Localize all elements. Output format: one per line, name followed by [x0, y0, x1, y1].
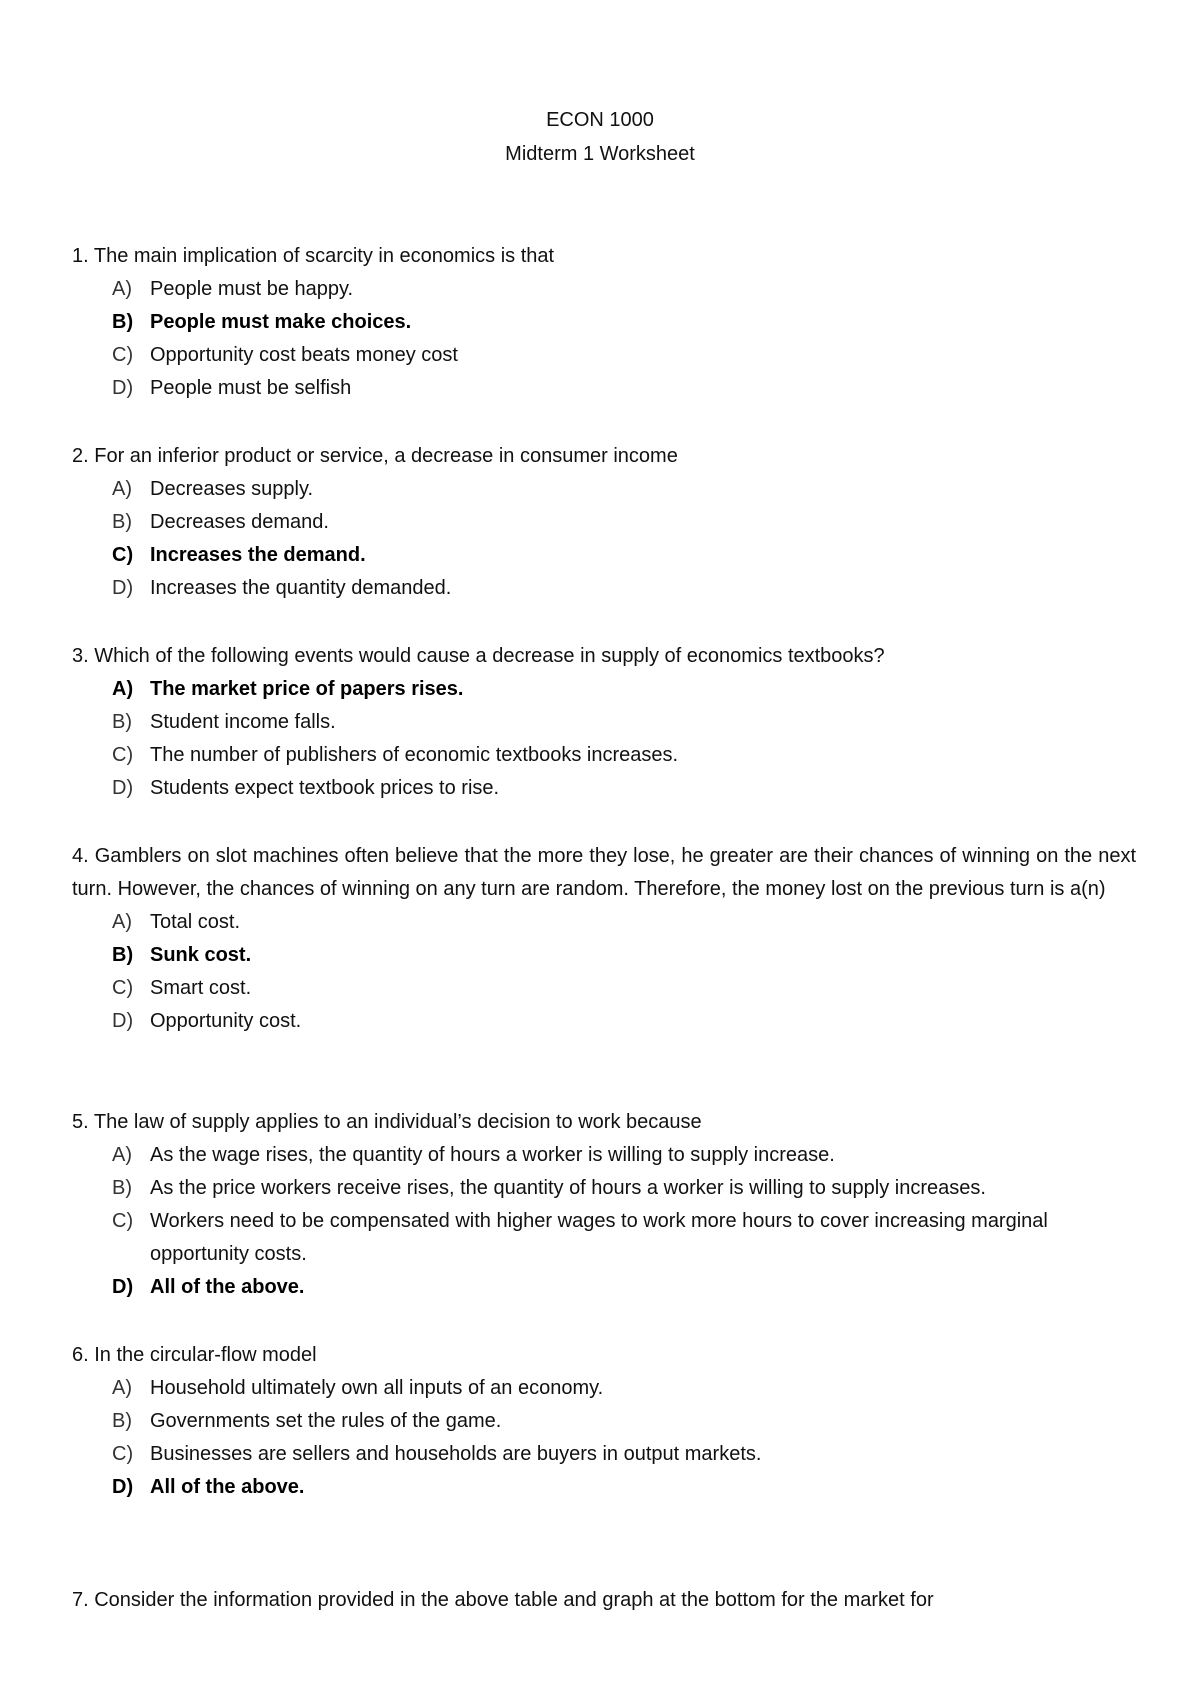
course-code: ECON 1000 [546, 109, 654, 131]
option-text: Student income falls. [150, 711, 336, 733]
question-5 [72, 1106, 1136, 1304]
option-c [72, 739, 1136, 772]
option-letter: D) [112, 1010, 134, 1032]
option-letter: C) [112, 1210, 134, 1232]
option-d [72, 572, 1136, 605]
option-text: Workers need to be compensated with higher wages to work more hours to cover increasing marginal opportunity costs. [150, 1210, 1048, 1265]
question-stem: 2. For an inferior product or service, a decrease in consumer income [72, 445, 678, 467]
option-letter: D) [112, 1476, 134, 1498]
option-d [72, 372, 1136, 405]
question-7 [72, 1584, 1136, 1617]
option-letter: B) [112, 944, 134, 966]
option-letter: B) [112, 1410, 132, 1432]
option-a [72, 473, 1136, 506]
option-c [72, 1438, 1136, 1471]
option-b [72, 1405, 1136, 1438]
option-a-correct [72, 673, 1136, 706]
option-letter: A) [112, 1377, 132, 1399]
option-text: The market price of papers rises. [150, 678, 464, 700]
option-letter: C) [112, 544, 134, 566]
option-text: Opportunity cost beats money cost [150, 344, 458, 366]
option-letter: A) [112, 678, 134, 700]
option-letter: C) [112, 344, 134, 366]
option-b [72, 1172, 1136, 1205]
option-b-correct [72, 939, 1136, 972]
option-d [72, 772, 1136, 805]
option-d [72, 1005, 1136, 1038]
option-letter: B) [112, 1177, 132, 1199]
option-text: Opportunity cost. [150, 1010, 302, 1032]
answer-options [72, 673, 1136, 805]
question-6 [72, 1339, 1136, 1504]
worksheet-title: Midterm 1 Worksheet [505, 143, 695, 165]
answer-options [72, 273, 1136, 405]
option-text: All of the above. [150, 1476, 305, 1498]
option-text: People must be selfish [150, 377, 352, 399]
option-text: People must be happy. [150, 278, 354, 300]
option-text: Decreases demand. [150, 511, 329, 533]
option-b [72, 706, 1136, 739]
question-1 [72, 240, 1136, 405]
option-a [72, 1139, 1136, 1172]
document-header [0, 103, 1200, 171]
option-letter: B) [112, 511, 132, 533]
option-text: Governments set the rules of the game. [150, 1410, 502, 1432]
option-c [72, 972, 1136, 1005]
option-letter: D) [112, 1276, 134, 1298]
option-letter: D) [112, 577, 134, 599]
option-text: Students expect textbook prices to rise. [150, 777, 500, 799]
option-text: As the price workers receive rises, the quantity of hours a worker is willing to supply increases. [150, 1177, 986, 1199]
option-text: Sunk cost. [150, 944, 252, 966]
option-letter: A) [112, 911, 132, 933]
option-a [72, 906, 1136, 939]
option-a [72, 273, 1136, 306]
option-d-correct [72, 1471, 1136, 1504]
question-4 [72, 840, 1136, 1038]
option-a [72, 1372, 1136, 1405]
option-text: Increases the quantity demanded. [150, 577, 452, 599]
question-stem: 5. The law of supply applies to an individual’s decision to work because [72, 1111, 702, 1133]
question-stem: 1. The main implication of scarcity in economics is that [72, 245, 555, 267]
option-letter: C) [112, 744, 134, 766]
option-letter: C) [112, 1443, 134, 1465]
option-text: Household ultimately own all inputs of an economy. [150, 1377, 604, 1399]
option-letter: B) [112, 711, 132, 733]
option-text: Increases the demand. [150, 544, 366, 566]
question-stem: 4. Gamblers on slot machines often believe that the more they lose, he greater are their chances of winning on the next turn. However, the chances of winning on any turn are random. Therefore, the money lost on the previous turn is a(n) [72, 845, 1136, 900]
option-c [72, 339, 1136, 372]
option-letter: D) [112, 777, 134, 799]
option-text: All of the above. [150, 1276, 305, 1298]
option-c [72, 1205, 1136, 1271]
question-3 [72, 640, 1136, 805]
option-b-correct [72, 306, 1136, 339]
option-letter: B) [112, 311, 134, 333]
answer-options [72, 906, 1136, 1038]
answer-options [72, 1372, 1136, 1504]
question-2 [72, 440, 1136, 605]
question-stem: 6. In the circular-flow model [72, 1344, 317, 1366]
question-stem: 7. Consider the information provided in the above table and graph at the bottom for the market for [72, 1589, 934, 1611]
option-text: The number of publishers of economic textbooks increases. [150, 744, 679, 766]
option-text: Smart cost. [150, 977, 252, 999]
option-text: Decreases supply. [150, 478, 314, 500]
option-d-correct [72, 1271, 1136, 1304]
question-stem: 3. Which of the following events would cause a decrease in supply of economics textbooks? [72, 645, 885, 667]
option-letter: D) [112, 377, 134, 399]
option-letter: A) [112, 278, 132, 300]
option-text: Total cost. [150, 911, 241, 933]
option-text: Businesses are sellers and households are buyers in output markets. [150, 1443, 762, 1465]
option-text: People must make choices. [150, 311, 412, 333]
option-b [72, 506, 1136, 539]
option-letter: A) [112, 478, 132, 500]
option-text: As the wage rises, the quantity of hours a worker is willing to supply increase. [150, 1144, 835, 1166]
answer-options [72, 1139, 1136, 1304]
option-letter: C) [112, 977, 134, 999]
option-c-correct [72, 539, 1136, 572]
answer-options [72, 473, 1136, 605]
option-letter: A) [112, 1144, 132, 1166]
